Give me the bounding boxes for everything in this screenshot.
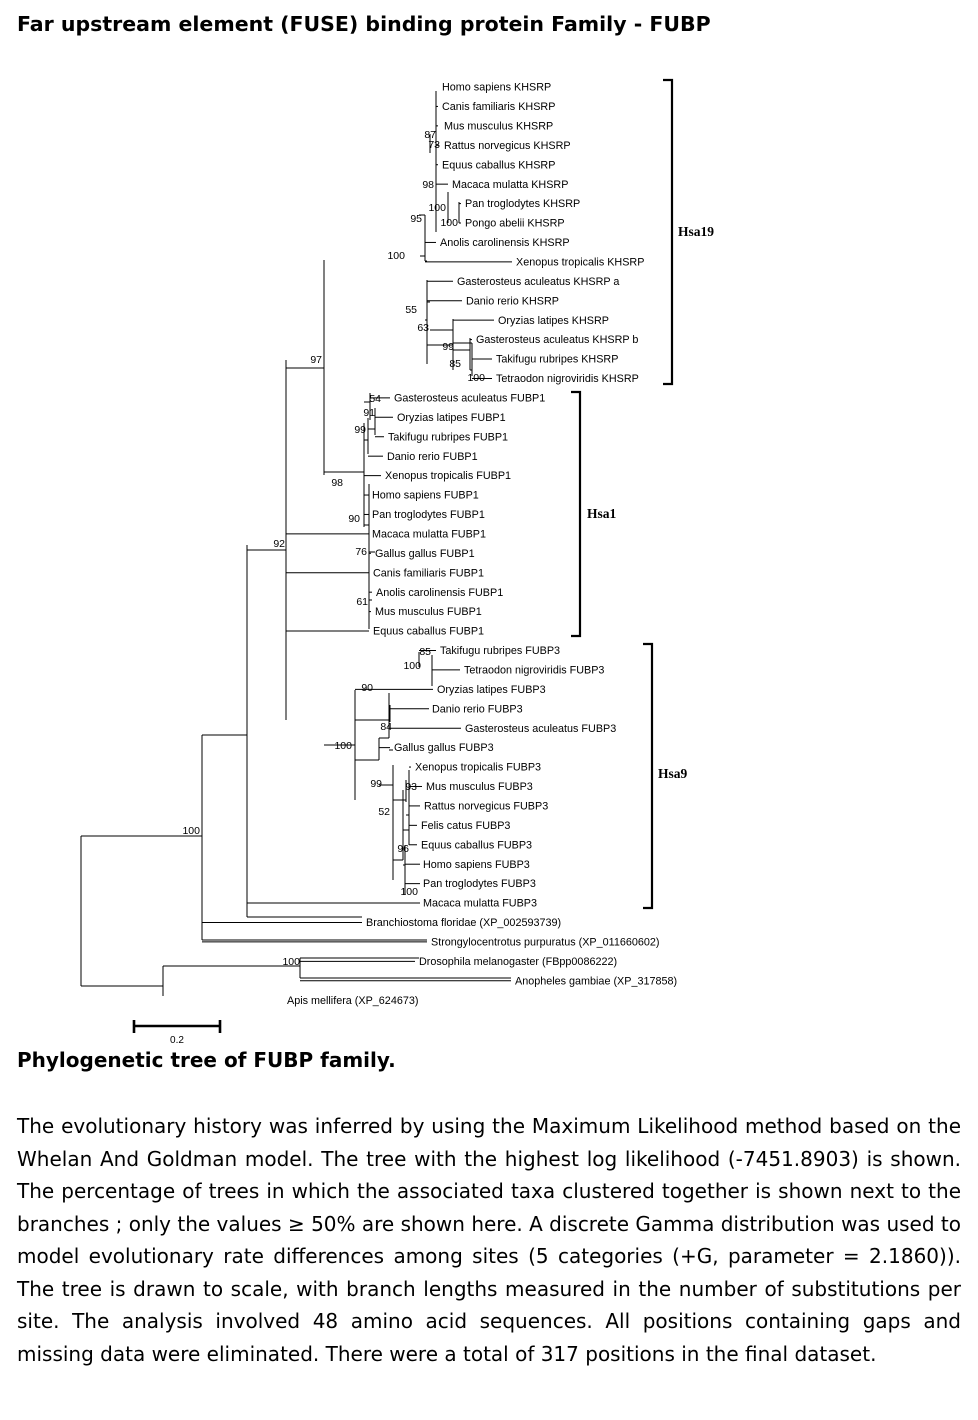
- bootstrap-value: 93: [405, 781, 417, 793]
- bootstrap-value: 97: [310, 354, 322, 366]
- bootstrap-value: 85: [419, 646, 431, 658]
- leaf-label: Danio rerio KHSRP: [466, 295, 560, 308]
- leaf-label: Strongylocentrotus purpuratus (XP_011660602): [431, 936, 660, 949]
- leaf-label: Mus musculus KHSRP: [444, 120, 554, 133]
- bootstrap-value: 52: [378, 806, 390, 818]
- bootstrap-value: 100: [400, 886, 418, 898]
- bootstrap-value: 54: [369, 393, 381, 405]
- bootstrap-value: 99: [354, 424, 366, 436]
- clade-label: Hsa19: [678, 224, 715, 239]
- bootstrap-value: 61: [356, 596, 368, 608]
- leaf-label: Apis mellifera (XP_624673): [287, 994, 419, 1007]
- bootstrap-value: 92: [273, 538, 285, 550]
- clade-labels: [587, 224, 714, 781]
- leaf-label: Equus caballus FUBP1: [373, 625, 485, 638]
- leaf-label: Macaca mulatta KHSRP: [452, 178, 569, 191]
- leaf-label: Canis familiaris KHSRP: [442, 101, 556, 114]
- bootstrap-value: 96: [397, 843, 409, 855]
- leaf-label: Anopheles gambiae (XP_317858): [515, 975, 678, 988]
- leaf-label: Danio rerio FUBP1: [387, 450, 478, 463]
- leaf-label: Pan troglodytes KHSRP: [465, 198, 581, 211]
- clade-brackets: [571, 80, 672, 908]
- leaf-label: Oryzias latipes FUBP3: [437, 683, 546, 696]
- leaf-label: Homo sapiens KHSRP: [442, 81, 552, 94]
- leaf-label: Canis familiaris FUBP1: [373, 567, 484, 580]
- clade-bracket: [643, 644, 652, 908]
- bootstrap-value: 100: [440, 217, 458, 229]
- bootstrap-value: 84: [380, 721, 392, 733]
- bootstrap-value: 100: [467, 372, 485, 384]
- bootstrap-value: 85: [449, 358, 461, 370]
- bootstrap-value: 73: [428, 139, 440, 151]
- scale-bar: [134, 1020, 220, 1033]
- leaf-label: Equus caballus FUBP3: [421, 839, 533, 852]
- bootstrap-value: 100: [182, 825, 200, 837]
- bootstrap-value: 87: [424, 129, 436, 141]
- bootstrap-value: 100: [334, 740, 352, 752]
- scale-bar-label: 0.2: [170, 1035, 184, 1046]
- leaf-label: Gasterosteus aculeatus FUBP1: [394, 392, 546, 405]
- bootstrap-value: 91: [363, 407, 375, 419]
- page-title: Far upstream element (FUSE) binding protein Family - FUBP: [17, 12, 711, 36]
- leaf-label: Oryzias latipes FUBP1: [397, 411, 506, 424]
- leaf-label: Rattus norvegicus FUBP3: [424, 800, 549, 813]
- leaf-label: Takifugu rubripes FUBP1: [388, 431, 509, 444]
- bootstrap-value: 99: [442, 341, 454, 353]
- bootstrap-value: 76: [355, 546, 367, 558]
- leaf-label: Gallus gallus FUBP3: [394, 742, 494, 755]
- leaf-labels: [287, 82, 677, 1007]
- bootstrap-value: 100: [387, 250, 405, 262]
- leaf-label: Pan troglodytes FUBP3: [423, 878, 536, 891]
- leaf-label: Rattus norvegicus KHSRP: [444, 139, 571, 152]
- leaf-label: Pan troglodytes FUBP1: [372, 509, 485, 522]
- leaf-label: Pongo abelii KHSRP: [465, 217, 565, 230]
- leaf-label: Gasterosteus aculeatus FUBP3: [465, 722, 617, 735]
- leaf-label: Tetraodon nigroviridis FUBP3: [464, 664, 605, 677]
- leaf-label: Takifugu rubripes KHSRP: [496, 353, 619, 366]
- leaf-label: Oryzias latipes KHSRP: [498, 314, 610, 327]
- leaf-label: Homo sapiens FUBP1: [372, 489, 479, 502]
- leaf-label: Xenopus tropicalis FUBP3: [415, 761, 542, 774]
- bootstrap-value: 55: [405, 304, 417, 316]
- bootstrap-value: 100: [428, 202, 446, 214]
- clade-label: Hsa9: [658, 766, 688, 781]
- leaf-label: Takifugu rubripes FUBP3: [440, 645, 561, 658]
- bootstrap-value: 99: [370, 778, 382, 790]
- clade-bracket: [663, 80, 672, 384]
- leaf-label: Branchiostoma floridae (XP_002593739): [366, 917, 562, 930]
- bootstrap-value: 100: [403, 660, 421, 672]
- leaf-label: Danio rerio FUBP3: [432, 703, 523, 716]
- leaf-label: Homo sapiens FUBP3: [423, 858, 530, 871]
- bootstrap-value: 90: [361, 682, 373, 694]
- leaf-label: Mus musculus FUBP1: [375, 606, 482, 619]
- caption-heading: Phylogenetic tree of FUBP family.: [17, 1048, 396, 1072]
- leaf-label: Xenopus tropicalis FUBP1: [385, 470, 512, 483]
- leaf-label: Drosophila melanogaster (FBpp0086222): [419, 955, 618, 968]
- leaf-label: Macaca mulatta FUBP3: [423, 897, 538, 910]
- bootstrap-value: 90: [348, 513, 360, 525]
- leaf-label: Anolis carolinensis FUBP1: [376, 586, 504, 599]
- bootstrap-value: 100: [282, 956, 300, 968]
- leaf-label: Gallus gallus FUBP1: [375, 547, 475, 560]
- leaf-label: Gasterosteus aculeatus KHSRP b: [476, 334, 639, 347]
- leaf-label: Xenopus tropicalis KHSRP: [516, 256, 645, 269]
- leaf-label: Mus musculus FUBP3: [426, 781, 533, 794]
- clade-label: Hsa1: [587, 506, 617, 521]
- bootstrap-value: 98: [422, 179, 434, 191]
- bootstrap-value: 98: [331, 477, 343, 489]
- leaf-label: Anolis carolinensis KHSRP: [440, 237, 570, 250]
- clade-bracket: [571, 392, 580, 636]
- bootstrap-value: 63: [417, 322, 429, 334]
- leaf-label: Tetraodon nigroviridis KHSRP: [496, 373, 639, 386]
- leaf-label: Equus caballus KHSRP: [442, 159, 556, 172]
- leaf-label: Macaca mulatta FUBP1: [372, 528, 487, 541]
- leaf-label: Gasterosteus aculeatus KHSRP a: [457, 275, 620, 288]
- bootstrap-value: 95: [410, 213, 422, 225]
- leaf-label: Felis catus FUBP3: [421, 819, 511, 832]
- caption-text: The evolutionary history was inferred by using the Maximum Likelihood method based on the Whelan And Goldman model. The tree with the highest log likelihood (-7451.8903) is shown. The percentage of trees in which the associated taxa clustered together is shown next to the branches ; only the values ≥ 50% are shown here. A discrete Gamma distribution was used to model evolutionary rate differences among sites (5 categories (+G, parameter = 2.1860)). The tree is drawn to scale, with branch lengths measured in the number of substitutions per site. The analysis involved 48 amino acid sequences. All positions containing gaps and missing data were eliminated. There were a total of 317 positions in the final dataset.: [17, 1114, 961, 1366]
